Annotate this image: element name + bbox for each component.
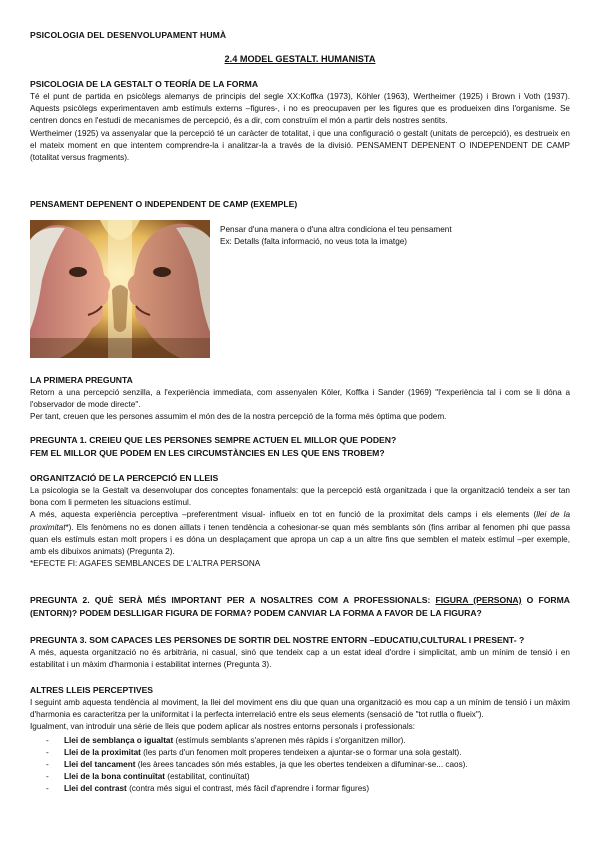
section-other-laws: [30, 684, 570, 796]
bullet-dash: -: [46, 760, 49, 770]
law-description: (estímuls semblants s'aprenen més ràpids i s'organitzen millor).: [173, 735, 406, 745]
law-name: Llei del contrast: [64, 784, 127, 794]
section-heading: PENSAMENT DEPENENT O INDEPENDENT DE CAMP (EXEMPLE): [30, 199, 298, 209]
paragraph: [30, 509, 570, 558]
text-span: *). Els fenòmens no es donen aïllats i tenen tendència a cohesionar-se quan més semblants són (fins arribar al fenomen phi que passa quan els estímuls estan molt propers i es dóna un desplaçament que apropa un cap a un altre fins que semblen el mateix estímul –per exemple, amb els dibuixos animats) (Pregunta 2).: [30, 522, 570, 557]
document-title: 2.4 MODEL GESTALT. HUMANISTA: [224, 54, 376, 64]
illusion-painting: [30, 220, 210, 358]
laws-list: [30, 735, 570, 796]
paragraph: Per tant, creuen que les persones assumim el món des de la nostra percepció de la forma més òptima que podem.: [30, 412, 447, 422]
law-name: Llei de la proximitat: [64, 747, 141, 757]
section-perception-laws: [30, 472, 570, 570]
paragraph: A més, aquesta organització no és arbitrària, ni casual, sinó que tendeix cap a un estat ideal d'ordre i simplicitat, amb un mínim de tensió i en estabilitat i un màxim d'harmonia i estabilitat internes (Pregunta 3).: [30, 647, 570, 669]
law-description: (contra més sigui el contrast, més fàcil d'aprendre i formar figures): [126, 784, 370, 794]
section-heading: ORGANITZACIÓ DE LA PERCEPCIÓ EN LLEIS: [30, 473, 219, 483]
text-span: A més, aquesta experiència perceptiva –preferentment visual- influeix en tot en funció de la proximitat dels camps i els elements (: [30, 510, 537, 520]
caption-line: Ex: Detalls (falta informació, no veus tota la imatge): [220, 237, 408, 247]
emphasis: llei de la proximitat: [30, 510, 570, 532]
paragraph: Retorn a una percepció senzilla, a l'experiència immediata, com assenyalen Köler, Koffka i Sander (1969) "l'experiència tal i com se li dóna a l'observador de mode directe".: [30, 388, 570, 410]
note: *EFECTE FI: AGAFES SEMBLANCES DE L'ALTRA PERSONA: [30, 559, 261, 569]
law-name: Llei del tancament: [64, 760, 136, 770]
question-2: [30, 594, 570, 619]
figure-caption: [220, 224, 570, 248]
question-1: [30, 434, 570, 459]
illusion-image: [30, 220, 210, 358]
list-item: [30, 735, 570, 747]
text-span: O FORMA (ENTORN)? PODEM DESLLIGAR FIGURA DE FORMA? PODEM CANVIAR LA FORMA A FAVOR DE LA FIGURA?: [30, 595, 570, 618]
list-item: [30, 747, 570, 759]
section-heading: ALTRES LLEIS PERCEPTIVES: [30, 685, 154, 695]
document-header: PSICOLOGIA DEL DESENVOLUPAMENT HUMÀ: [30, 30, 227, 40]
law-name: Llei de la bona continuïtat: [64, 772, 165, 782]
question-3: [30, 634, 570, 671]
bullet-dash: -: [46, 747, 49, 757]
caption-line: Pensar d'una manera o d'una altra condiciona el teu pensament: [220, 225, 452, 234]
law-description: (estabilitat, continuïtat): [165, 772, 250, 782]
paragraph: I seguint amb aquesta tendència al moviment, la llei del moviment ens diu que quan una organització es mou cap a un mínim de tensió i un màxim d'harmonia es caracteritza per la uniformitat i la perfecta interrelació entre els seus elements (sensació de "tot rutlla o flueix").: [30, 698, 570, 720]
section-heading: PSICOLOGIA DE LA GESTALT O TEORÍA DE LA FORMA: [30, 79, 259, 89]
paragraph: Wertheimer (1925) va assenyalar que la percepció té un caràcter de totalitat, i que una configuració o gestalt (unitats de percepció), es destrueix en el mateix moment en que intentem comprendre-la i analitzar-la a través de la divisió. PENSAMENT DEPENENT O INDEPENDENT DE CAMP (totalitat versus fragments).: [30, 128, 570, 163]
section-heading: LA PRIMERA PREGUNTA: [30, 375, 133, 385]
bullet-dash: -: [46, 772, 49, 782]
question-line: FEM EL MILLOR QUE PODEM EN LES CIRCUMSTÀNCIES EN LES QUE ENS TROBEM?: [30, 447, 385, 458]
law-name: Llei de semblança o igualtat: [64, 735, 174, 745]
paragraph: Té el punt de partida en psicòlegs alemanys de principis del segle XX:Koffka (1973), Köhler (1963), Wertheimer (1925) i Brown i Voth (1937). Aquests psicòlegs experimentaven amb estímuls externs –figures-, i no es preocupaven per les figures que es produeixen dins l'organisme. Se centren doncs en l'estudi de mecanismes de percepció, és a dir, com construïm el món a partir dels nostres sentits.: [30, 92, 570, 126]
paragraph: Igualment, van introduir una sèrie de lleis que podem aplicar als nostres entorns personals i professionals:: [30, 722, 416, 732]
bullet-dash: -: [46, 784, 49, 794]
question-line: PREGUNTA 3. SOM CAPACES LES PERSONES DE SORTIR DEL NOSTRE ENTORN –EDUCATIU,CULTURAL I PRESENT- ?: [30, 635, 525, 645]
section-first-question: [30, 374, 570, 424]
underlined-text: FIGURA (PERSONA): [435, 595, 522, 605]
paragraph: La psicologia se la Gestalt va desenvolupar dos conceptes fonamentals: que la percepció està organitzada i que la organització tendeix a ser tan bona com li permeten les situacions estímul.: [30, 486, 570, 508]
law-description: (les parts d'un fenomen molt properes tendeixen a ajuntar-se o formar una sola gestalt).: [140, 747, 462, 757]
question-line: PREGUNTA 1. CREIEU QUE LES PERSONES SEMPRE ACTUEN EL MILLOR QUE PODEN?: [30, 435, 397, 445]
list-item: [30, 783, 570, 795]
question-text: [30, 594, 570, 619]
list-item: [30, 759, 570, 771]
bullet-dash: -: [46, 735, 49, 745]
text-span: PREGUNTA 2. QUÈ SERÀ MÉS IMPORTANT PER A NOSALTRES COM A PROFESSIONALS:: [30, 595, 436, 605]
section-gestalt-theory: [30, 78, 570, 164]
section-field-dependence: [30, 198, 570, 211]
list-item: [30, 771, 570, 783]
law-description: (les àrees tancades són més estables, ja que les obertes tendeixen a difuminar-se... caos).: [135, 760, 468, 770]
